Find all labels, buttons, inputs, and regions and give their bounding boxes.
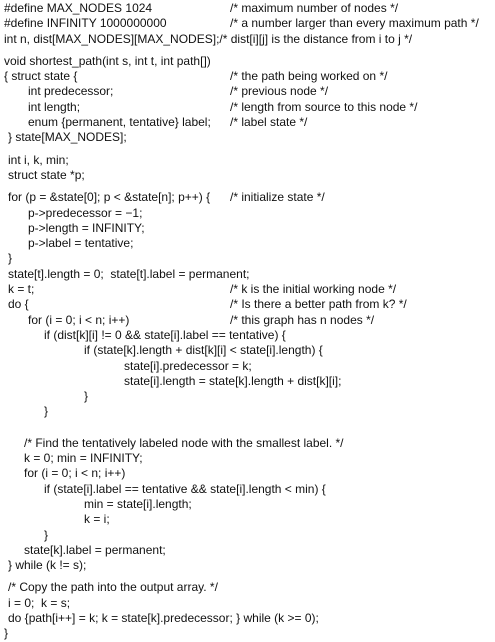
code-line	[4, 528, 495, 543]
code-text: k = 0; min = INFINITY;	[24, 451, 143, 466]
code-text: p->predecessor = −1;	[28, 205, 143, 220]
code-text: k = t;	[8, 282, 35, 297]
code-line	[4, 168, 495, 183]
code-line	[4, 130, 495, 145]
code-text: if (state[k].length + dist[k][i] < state[i].length) {	[84, 343, 323, 358]
code-line	[4, 374, 495, 389]
code-text: min = state[i].length;	[84, 496, 192, 511]
code-text: state[i].predecessor = k;	[124, 358, 252, 373]
code-line	[4, 54, 495, 69]
code-text: int length;	[28, 99, 81, 114]
code-line	[4, 543, 495, 558]
code-line	[4, 512, 495, 527]
code-text: } while (k != s);	[8, 558, 87, 573]
code-line	[4, 251, 495, 266]
code-text: int i, k, min;	[8, 152, 69, 167]
code-text: #define INFINITY 1000000000	[4, 16, 167, 31]
code-line	[4, 206, 495, 221]
code-line	[4, 596, 495, 611]
code-text: } state[MAX_NODES];	[8, 130, 127, 145]
code-text: if (dist[k][i] != 0 && state[i].label == tentative) {	[44, 327, 286, 342]
code-comment: /* length from source to this node */	[230, 99, 418, 114]
code-text: { struct state {	[4, 69, 78, 84]
code-comment: /* Is there a better path from k? */	[230, 297, 407, 312]
code-line	[4, 328, 495, 343]
code-line	[4, 389, 495, 404]
code-text: }	[84, 389, 89, 404]
code-text: struct state *p;	[8, 167, 85, 182]
code-line	[4, 404, 495, 419]
code-line	[4, 313, 495, 328]
code-line	[4, 190, 495, 205]
code-line	[4, 221, 495, 236]
code-line	[4, 32, 495, 47]
code-text: int n, dist[MAX_NODES][MAX_NODES];/* dist[i][j] is the distance from i to j */	[4, 31, 413, 46]
code-line	[4, 343, 495, 358]
blank-line	[4, 427, 495, 436]
code-line	[4, 84, 495, 99]
code-comment: /* this graph has n nodes */	[230, 312, 375, 327]
code-line	[4, 16, 495, 31]
code-text: /* Find the tentatively labeled node with the smallest label. */	[24, 435, 344, 450]
code-text: for (p = &state[0]; p < &state[n]; p++) {	[8, 190, 211, 205]
code-text: enum {permanent, tentative} label;	[28, 115, 211, 130]
code-text: state[i].length = state[k].length + dist[k][i];	[124, 373, 342, 388]
code-line	[4, 497, 495, 512]
code-comment: /* the path being worked on */	[230, 69, 388, 84]
code-line	[4, 580, 495, 595]
code-line	[4, 115, 495, 130]
code-line	[4, 466, 495, 481]
code-line	[4, 1, 495, 16]
code-text: state[k].label = permanent;	[24, 542, 166, 557]
code-text: p->label = tentative;	[28, 236, 134, 251]
code-text: }	[44, 527, 49, 542]
code-line	[4, 482, 495, 497]
code-comment: /* a number larger than every maximum path */	[230, 16, 479, 31]
code-text: void shortest_path(int s, int t, int path[])	[4, 53, 211, 68]
code-line	[4, 297, 495, 312]
code-text: do {	[8, 297, 29, 312]
code-comment: /* k is the initial working node */	[230, 282, 397, 297]
code-text: int predecessor;	[28, 84, 114, 99]
code-line	[4, 436, 495, 451]
code-text: }	[44, 404, 49, 419]
code-text: p->length = INFINITY;	[28, 220, 145, 235]
code-text: do {path[i++] = k; k = state[k].predecessor; } while (k >= 0);	[8, 610, 319, 625]
code-text: if (state[i].label == tentative && state[i].length < min) {	[44, 481, 326, 496]
code-line	[4, 69, 495, 84]
code-text: i = 0; k = s;	[8, 595, 71, 610]
code-text: /* Copy the path into the output array. */	[8, 580, 218, 595]
code-comment: /* initialize state */	[230, 190, 325, 205]
code-line	[4, 359, 495, 374]
code-line	[4, 282, 495, 297]
code-text: for (i = 0; i < n; i++)	[28, 312, 130, 327]
code-text: }	[8, 251, 13, 266]
code-line	[4, 626, 495, 641]
code-listing	[4, 1, 495, 642]
code-line	[4, 100, 495, 115]
code-line	[4, 558, 495, 573]
code-line	[4, 267, 495, 282]
code-text: k = i;	[84, 512, 110, 527]
code-comment: /* previous node */	[230, 84, 329, 99]
code-comment: /* label state */	[230, 115, 308, 130]
code-text: #define MAX_NODES 1024	[4, 1, 153, 15]
code-line	[4, 153, 495, 168]
code-text: for (i = 0; i < n; i++)	[24, 466, 126, 481]
code-text: }	[4, 626, 9, 641]
code-comment: /* maximum number of nodes */	[230, 1, 399, 15]
code-line	[4, 236, 495, 251]
code-text: state[t].length = 0; state[t].label = permanent;	[8, 266, 250, 281]
code-line	[4, 451, 495, 466]
